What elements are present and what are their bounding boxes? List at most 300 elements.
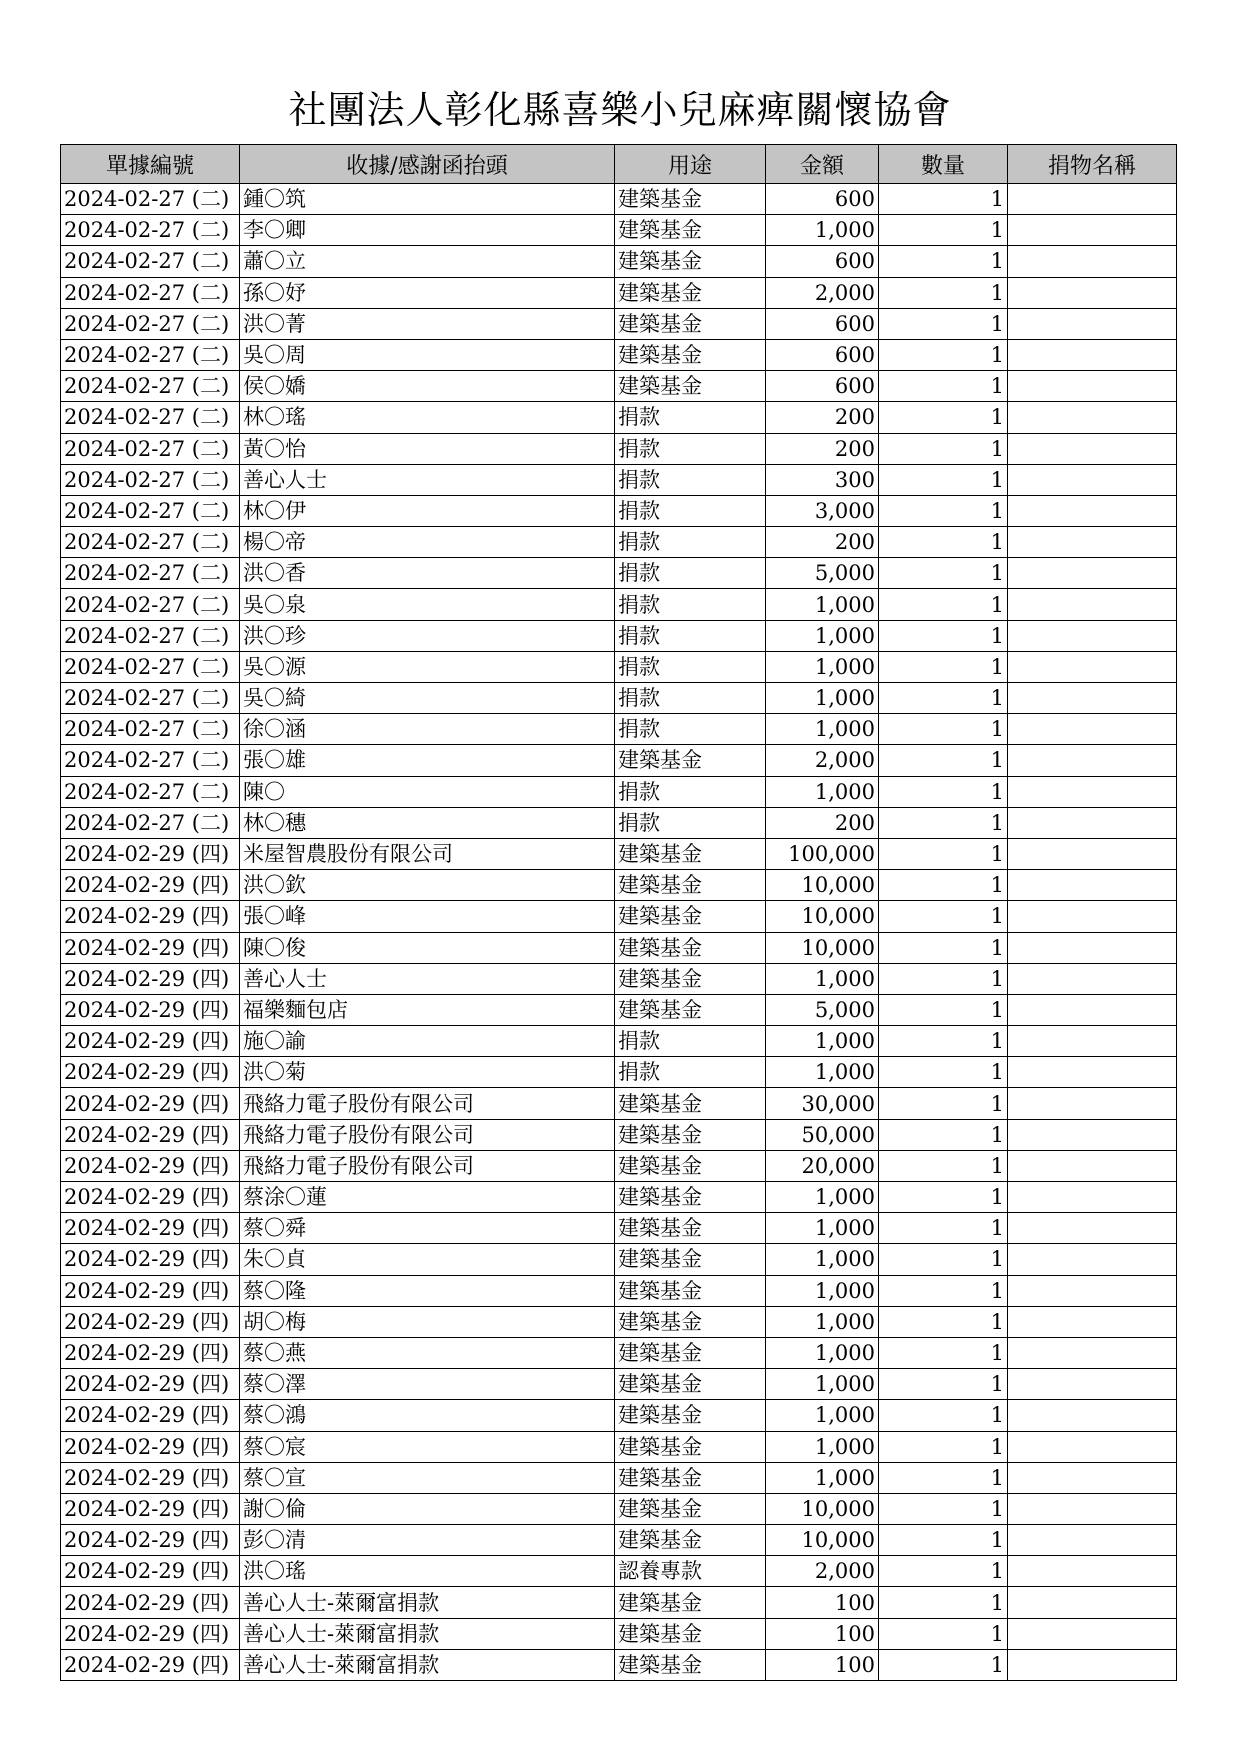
table-row [61,495,1177,526]
receipt-id-cell: 2024-02-29 (四) [61,1306,240,1337]
quantity-cell: 1 [879,308,1008,339]
quantity-cell: 1 [879,1462,1008,1493]
quantity-cell: 1 [879,1119,1008,1150]
purpose-cell: 捐款 [615,589,766,620]
amount-cell: 5,000 [766,994,879,1025]
purpose-cell: 建築基金 [615,1618,766,1649]
receipt-title-cell: 胡〇梅 [240,1306,615,1337]
purpose-cell: 捐款 [615,1057,766,1088]
purpose-cell: 捐款 [615,464,766,495]
item-name-cell [1008,683,1177,714]
purpose-cell: 建築基金 [615,1400,766,1431]
amount-cell: 1,000 [766,1026,879,1057]
purpose-cell: 建築基金 [615,1493,766,1524]
amount-cell: 600 [766,371,879,402]
header-amount: 金額 [766,145,879,184]
table-row [61,1618,1177,1649]
receipt-id-cell: 2024-02-29 (四) [61,838,240,869]
receipt-id-cell: 2024-02-29 (四) [61,1337,240,1368]
quantity-cell: 1 [879,1182,1008,1213]
purpose-cell: 建築基金 [615,1244,766,1275]
item-name-cell [1008,527,1177,558]
quantity-cell: 1 [879,1306,1008,1337]
item-name-cell [1008,277,1177,308]
purpose-cell: 建築基金 [615,1306,766,1337]
quantity-cell: 1 [879,1431,1008,1462]
receipt-title-cell: 孫〇妤 [240,277,615,308]
item-name-cell [1008,870,1177,901]
table-row [61,402,1177,433]
receipt-id-cell: 2024-02-29 (四) [61,870,240,901]
item-name-cell [1008,558,1177,589]
quantity-cell: 1 [879,901,1008,932]
item-name-cell [1008,1275,1177,1306]
quantity-cell: 1 [879,1649,1008,1680]
table-row [61,277,1177,308]
receipt-title-cell: 善心人士-萊爾富捐款 [240,1587,615,1618]
table-row [61,184,1177,215]
receipt-id-cell: 2024-02-27 (二) [61,683,240,714]
amount-cell: 1,000 [766,714,879,745]
receipt-id-cell: 2024-02-29 (四) [61,1244,240,1275]
purpose-cell: 建築基金 [615,308,766,339]
receipt-id-cell: 2024-02-29 (四) [61,1057,240,1088]
table-row [61,1088,1177,1119]
item-name-cell [1008,1431,1177,1462]
amount-cell: 20,000 [766,1150,879,1181]
table-row [61,1026,1177,1057]
receipt-title-cell: 飛絡力電子股份有限公司 [240,1150,615,1181]
amount-cell: 100,000 [766,838,879,869]
receipt-title-cell: 張〇雄 [240,745,615,776]
receipt-id-cell: 2024-02-27 (二) [61,776,240,807]
amount-cell: 1,000 [766,1431,879,1462]
item-name-cell [1008,1213,1177,1244]
receipt-id-cell: 2024-02-27 (二) [61,464,240,495]
table-row [61,683,1177,714]
header-item-name: 捐物名稱 [1008,145,1177,184]
receipt-title-cell: 蔡〇澤 [240,1369,615,1400]
table-row [61,1587,1177,1618]
receipt-title-cell: 施〇諭 [240,1026,615,1057]
table-header-row [61,145,1177,184]
receipt-id-cell: 2024-02-29 (四) [61,1150,240,1181]
amount-cell: 600 [766,308,879,339]
quantity-cell: 1 [879,807,1008,838]
amount-cell: 600 [766,184,879,215]
quantity-cell: 1 [879,963,1008,994]
table-row [61,215,1177,246]
table-row [61,1244,1177,1275]
receipt-title-cell: 吳〇泉 [240,589,615,620]
purpose-cell: 建築基金 [615,1462,766,1493]
receipt-title-cell: 善心人士-萊爾富捐款 [240,1649,615,1680]
receipt-title-cell: 善心人士-萊爾富捐款 [240,1618,615,1649]
table-row [61,1337,1177,1368]
receipt-id-cell: 2024-02-29 (四) [61,901,240,932]
receipt-title-cell: 善心人士 [240,464,615,495]
receipt-id-cell: 2024-02-27 (二) [61,339,240,370]
quantity-cell: 1 [879,714,1008,745]
amount-cell: 600 [766,339,879,370]
receipt-id-cell: 2024-02-27 (二) [61,215,240,246]
table-row [61,1306,1177,1337]
item-name-cell [1008,1649,1177,1680]
quantity-cell: 1 [879,1057,1008,1088]
item-name-cell [1008,714,1177,745]
amount-cell: 1,000 [766,215,879,246]
receipt-title-cell: 蔡〇鴻 [240,1400,615,1431]
purpose-cell: 建築基金 [615,1119,766,1150]
item-name-cell [1008,1244,1177,1275]
receipt-title-cell: 張〇峰 [240,901,615,932]
table-row [61,620,1177,651]
item-name-cell [1008,464,1177,495]
receipt-id-cell: 2024-02-29 (四) [61,1119,240,1150]
receipt-title-cell: 福樂麵包店 [240,994,615,1025]
item-name-cell [1008,1337,1177,1368]
item-name-cell [1008,1182,1177,1213]
purpose-cell: 建築基金 [615,745,766,776]
item-name-cell [1008,184,1177,215]
table-row [61,1057,1177,1088]
amount-cell: 200 [766,527,879,558]
table-row [61,308,1177,339]
receipt-title-cell: 楊〇帝 [240,527,615,558]
receipt-title-cell: 陳〇俊 [240,932,615,963]
table-row [61,1369,1177,1400]
purpose-cell: 捐款 [615,433,766,464]
receipt-title-cell: 蕭〇立 [240,246,615,277]
item-name-cell [1008,1306,1177,1337]
quantity-cell: 1 [879,683,1008,714]
purpose-cell: 捐款 [615,527,766,558]
page-title: 社團法人彰化縣喜樂小兒麻痺關懷協會 [288,88,952,132]
purpose-cell: 捐款 [615,683,766,714]
amount-cell: 1,000 [766,1369,879,1400]
amount-cell: 300 [766,464,879,495]
purpose-cell: 建築基金 [615,371,766,402]
quantity-cell: 1 [879,1493,1008,1524]
table-row [61,901,1177,932]
table-row [61,246,1177,277]
amount-cell: 200 [766,433,879,464]
table-row [61,1213,1177,1244]
header-receipt-title: 收據/感謝函抬頭 [240,145,615,184]
purpose-cell: 捐款 [615,1026,766,1057]
quantity-cell: 1 [879,1088,1008,1119]
receipt-title-cell: 蔡〇宣 [240,1462,615,1493]
item-name-cell [1008,1618,1177,1649]
receipt-id-cell: 2024-02-29 (四) [61,1462,240,1493]
quantity-cell: 1 [879,1618,1008,1649]
amount-cell: 50,000 [766,1119,879,1150]
receipt-id-cell: 2024-02-29 (四) [61,1493,240,1524]
amount-cell: 1,000 [766,1182,879,1213]
amount-cell: 10,000 [766,1525,879,1556]
table-row [61,371,1177,402]
receipt-title-cell: 李〇卿 [240,215,615,246]
table-row [61,1649,1177,1680]
header-receipt-id: 單據編號 [61,145,240,184]
item-name-cell [1008,308,1177,339]
purpose-cell: 建築基金 [615,339,766,370]
item-name-cell [1008,589,1177,620]
receipt-title-cell: 吳〇綺 [240,683,615,714]
purpose-cell: 捐款 [615,714,766,745]
amount-cell: 100 [766,1618,879,1649]
amount-cell: 10,000 [766,870,879,901]
amount-cell: 2,000 [766,745,879,776]
receipt-title-cell: 謝〇倫 [240,1493,615,1524]
amount-cell: 10,000 [766,932,879,963]
item-name-cell [1008,1369,1177,1400]
amount-cell: 100 [766,1587,879,1618]
receipt-id-cell: 2024-02-27 (二) [61,589,240,620]
item-name-cell [1008,1088,1177,1119]
item-name-cell [1008,994,1177,1025]
table-row [61,1182,1177,1213]
purpose-cell: 建築基金 [615,1525,766,1556]
amount-cell: 1,000 [766,963,879,994]
purpose-cell: 捐款 [615,776,766,807]
receipt-title-cell: 徐〇涵 [240,714,615,745]
receipt-id-cell: 2024-02-27 (二) [61,433,240,464]
purpose-cell: 建築基金 [615,1213,766,1244]
quantity-cell: 1 [879,277,1008,308]
receipt-id-cell: 2024-02-27 (二) [61,371,240,402]
item-name-cell [1008,402,1177,433]
receipt-title-cell: 洪〇香 [240,558,615,589]
purpose-cell: 建築基金 [615,932,766,963]
amount-cell: 10,000 [766,901,879,932]
amount-cell: 600 [766,246,879,277]
purpose-cell: 建築基金 [615,215,766,246]
item-name-cell [1008,651,1177,682]
donation-table [60,144,1177,1681]
table-row [61,1275,1177,1306]
item-name-cell [1008,620,1177,651]
purpose-cell: 建築基金 [615,1587,766,1618]
table-row [61,1525,1177,1556]
purpose-cell: 建築基金 [615,1150,766,1181]
receipt-id-cell: 2024-02-29 (四) [61,1400,240,1431]
receipt-id-cell: 2024-02-29 (四) [61,1618,240,1649]
receipt-title-cell: 吳〇源 [240,651,615,682]
purpose-cell: 認養專款 [615,1556,766,1587]
purpose-cell: 建築基金 [615,1275,766,1306]
purpose-cell: 建築基金 [615,963,766,994]
quantity-cell: 1 [879,932,1008,963]
item-name-cell [1008,1026,1177,1057]
purpose-cell: 捐款 [615,558,766,589]
quantity-cell: 1 [879,558,1008,589]
receipt-title-cell: 米屋智農股份有限公司 [240,838,615,869]
item-name-cell [1008,838,1177,869]
item-name-cell [1008,963,1177,994]
item-name-cell [1008,339,1177,370]
quantity-cell: 1 [879,838,1008,869]
purpose-cell: 建築基金 [615,870,766,901]
item-name-cell [1008,1493,1177,1524]
quantity-cell: 1 [879,1213,1008,1244]
quantity-cell: 1 [879,402,1008,433]
quantity-cell: 1 [879,464,1008,495]
purpose-cell: 建築基金 [615,994,766,1025]
amount-cell: 2,000 [766,277,879,308]
receipt-id-cell: 2024-02-29 (四) [61,1431,240,1462]
receipt-title-cell: 善心人士 [240,963,615,994]
amount-cell: 1,000 [766,1400,879,1431]
table-row [61,745,1177,776]
purpose-cell: 建築基金 [615,1369,766,1400]
quantity-cell: 1 [879,1275,1008,1306]
item-name-cell [1008,807,1177,838]
receipt-id-cell: 2024-02-29 (四) [61,1026,240,1057]
receipt-title-cell: 林〇穗 [240,807,615,838]
item-name-cell [1008,1150,1177,1181]
quantity-cell: 1 [879,776,1008,807]
amount-cell: 1,000 [766,651,879,682]
amount-cell: 1,000 [766,1462,879,1493]
receipt-id-cell: 2024-02-27 (二) [61,745,240,776]
amount-cell: 30,000 [766,1088,879,1119]
amount-cell: 200 [766,402,879,433]
quantity-cell: 1 [879,1244,1008,1275]
quantity-cell: 1 [879,339,1008,370]
receipt-id-cell: 2024-02-29 (四) [61,1088,240,1119]
table-row [61,651,1177,682]
amount-cell: 1,000 [766,776,879,807]
receipt-id-cell: 2024-02-29 (四) [61,1649,240,1680]
quantity-cell: 1 [879,215,1008,246]
receipt-title-cell: 林〇瑤 [240,402,615,433]
table-row [61,1150,1177,1181]
item-name-cell [1008,932,1177,963]
item-name-cell [1008,246,1177,277]
amount-cell: 1,000 [766,1275,879,1306]
item-name-cell [1008,1057,1177,1088]
table-row [61,558,1177,589]
receipt-title-cell: 洪〇菊 [240,1057,615,1088]
receipt-id-cell: 2024-02-27 (二) [61,184,240,215]
receipt-id-cell: 2024-02-29 (四) [61,994,240,1025]
amount-cell: 1,000 [766,1337,879,1368]
table-row [61,1493,1177,1524]
purpose-cell: 建築基金 [615,838,766,869]
table-row [61,464,1177,495]
receipt-id-cell: 2024-02-29 (四) [61,1525,240,1556]
table-row [61,963,1177,994]
purpose-cell: 建築基金 [615,1182,766,1213]
header-quantity: 數量 [879,145,1008,184]
item-name-cell [1008,1587,1177,1618]
purpose-cell: 建築基金 [615,277,766,308]
receipt-id-cell: 2024-02-27 (二) [61,651,240,682]
receipt-title-cell: 黃〇怡 [240,433,615,464]
item-name-cell [1008,901,1177,932]
purpose-cell: 建築基金 [615,1088,766,1119]
amount-cell: 1,000 [766,1244,879,1275]
receipt-id-cell: 2024-02-29 (四) [61,1587,240,1618]
receipt-title-cell: 朱〇貞 [240,1244,615,1275]
quantity-cell: 1 [879,994,1008,1025]
receipt-id-cell: 2024-02-27 (二) [61,714,240,745]
purpose-cell: 捐款 [615,620,766,651]
item-name-cell [1008,1400,1177,1431]
purpose-cell: 捐款 [615,807,766,838]
purpose-cell: 建築基金 [615,1337,766,1368]
receipt-id-cell: 2024-02-27 (二) [61,402,240,433]
quantity-cell: 1 [879,371,1008,402]
header-purpose: 用途 [615,145,766,184]
quantity-cell: 1 [879,1587,1008,1618]
receipt-id-cell: 2024-02-27 (二) [61,277,240,308]
item-name-cell [1008,433,1177,464]
table-row [61,932,1177,963]
receipt-title-cell: 飛絡力電子股份有限公司 [240,1088,615,1119]
receipt-id-cell: 2024-02-27 (二) [61,558,240,589]
receipt-id-cell: 2024-02-29 (四) [61,1369,240,1400]
receipt-title-cell: 洪〇珍 [240,620,615,651]
quantity-cell: 1 [879,527,1008,558]
quantity-cell: 1 [879,1369,1008,1400]
table-row [61,838,1177,869]
table-row [61,776,1177,807]
table-row [61,870,1177,901]
receipt-title-cell: 鍾〇筑 [240,184,615,215]
receipt-title-cell: 洪〇欽 [240,870,615,901]
quantity-cell: 1 [879,246,1008,277]
table-row [61,1431,1177,1462]
item-name-cell [1008,371,1177,402]
receipt-id-cell: 2024-02-27 (二) [61,246,240,277]
purpose-cell: 捐款 [615,495,766,526]
purpose-cell: 建築基金 [615,1431,766,1462]
table-row [61,1556,1177,1587]
receipt-id-cell: 2024-02-27 (二) [61,620,240,651]
item-name-cell [1008,1556,1177,1587]
receipt-title-cell: 洪〇瑤 [240,1556,615,1587]
quantity-cell: 1 [879,870,1008,901]
receipt-id-cell: 2024-02-27 (二) [61,308,240,339]
table-row [61,714,1177,745]
receipt-title-cell: 洪〇菁 [240,308,615,339]
quantity-cell: 1 [879,184,1008,215]
table-row [61,994,1177,1025]
purpose-cell: 建築基金 [615,1649,766,1680]
amount-cell: 1,000 [766,1213,879,1244]
quantity-cell: 1 [879,651,1008,682]
quantity-cell: 1 [879,1337,1008,1368]
quantity-cell: 1 [879,1026,1008,1057]
receipt-id-cell: 2024-02-29 (四) [61,1213,240,1244]
receipt-title-cell: 彭〇清 [240,1525,615,1556]
item-name-cell [1008,1462,1177,1493]
receipt-id-cell: 2024-02-27 (二) [61,807,240,838]
table-row [61,1119,1177,1150]
purpose-cell: 建築基金 [615,901,766,932]
receipt-title-cell: 陳〇 [240,776,615,807]
receipt-id-cell: 2024-02-29 (四) [61,1182,240,1213]
receipt-title-cell: 吳〇周 [240,339,615,370]
table-row [61,1462,1177,1493]
receipt-title-cell: 蔡〇隆 [240,1275,615,1306]
receipt-title-cell: 蔡〇舜 [240,1213,615,1244]
quantity-cell: 1 [879,433,1008,464]
amount-cell: 1,000 [766,620,879,651]
quantity-cell: 1 [879,1525,1008,1556]
